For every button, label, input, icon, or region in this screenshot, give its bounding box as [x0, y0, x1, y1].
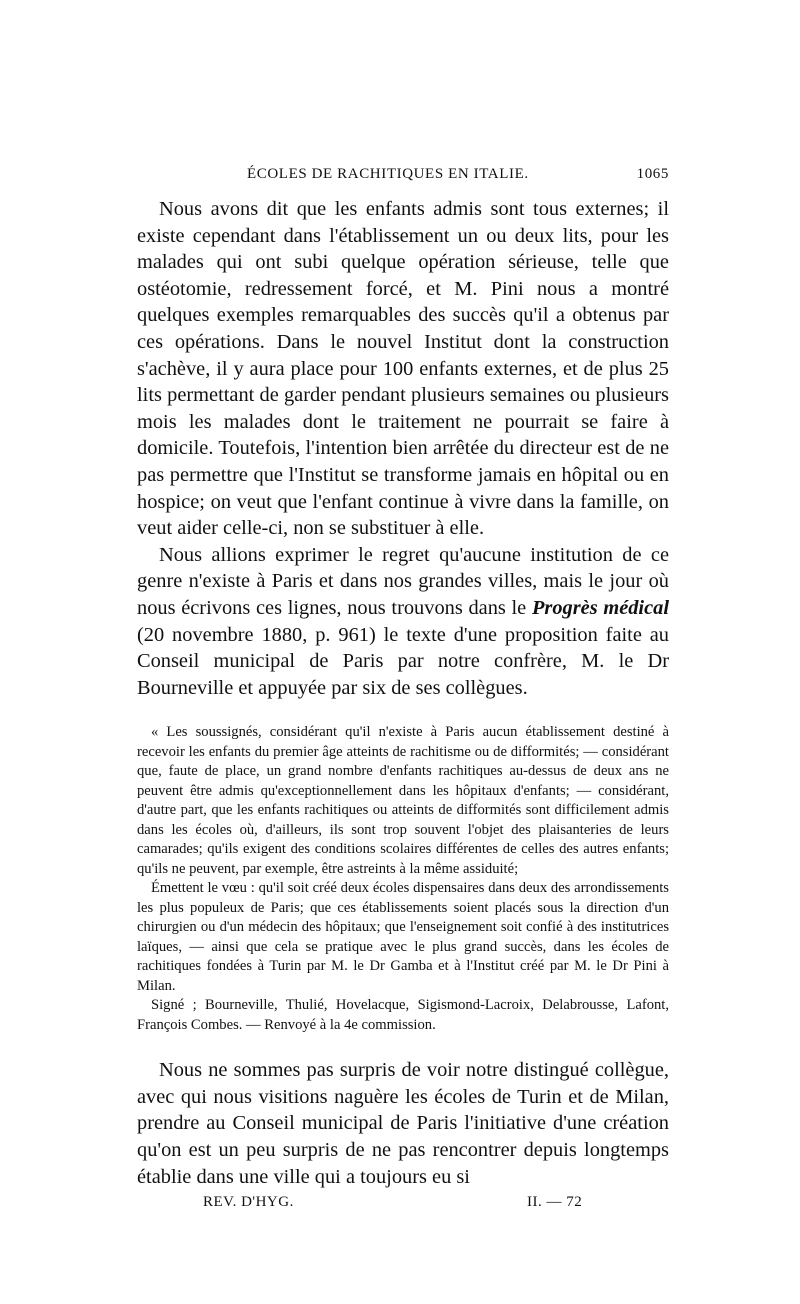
proposal-quote — [137, 723, 669, 1035]
journal-signature: REV. D'HYG. — [203, 1194, 294, 1211]
running-head — [137, 160, 669, 190]
paragraph-2-end: (20 novembre 1880, p. 961) le texte d'une proposition faite au Conseil municipal de Paris par notre confrère, M. le Dr Bourneville et appuyée par six de ses collègues. — [137, 623, 669, 699]
sheet-signature: II. — 72 — [527, 1194, 583, 1211]
paragraph-2-start: Nous allions exprimer le regret qu'aucune institution de ce genre n'existe à Paris et dans nos grandes villes, mais le jour où nous écrivons ces lignes, nous trouvons dans le — [137, 543, 669, 619]
paragraph-3: Nous ne sommes pas surpris de voir notre distingué collègue, avec qui nous visitions naguère les écoles de Turin et de Milan, prendre au Conseil municipal de Paris l'initiative d'une création qu'on est un peu surpris de ne pas rencontrer depuis longtemps établie dans une ville qui a toujours eu si — [137, 1059, 669, 1188]
page-number: 1065 — [636, 166, 669, 182]
book-page — [137, 160, 669, 1214]
quote-signatories: Signé ; Bourneville, Thulié, Hovelacque, Sigismond-Lacroix, Delabrousse, Lafont, François Combes. — Renvoyé à la 4e commission. — [137, 997, 669, 1033]
paragraph-1: Nous avons dit que les enfants admis sont tous externes; il existe cependant dans l'établissement un ou deux lits, pour les malades qui ont subi quelque opération sérieuse, telle que ostéotomie, redressement forcé, et M. Pini nous a montré quelques exemples remarquables des succès qu'il a obtenus par ces opérations. Dans le nouvel Institut dont la construction s'achève, il y aura place pour 100 enfants externes, et de plus 25 lits permettant de garder pendant plusieurs semaines ou plusieurs mois les malades dont le traitement ne pourrait se faire à domicile. Toutefois, l'intention bien arrêtée du directeur est de ne pas permettre que l'Institut se transforme jamais en hôpital ou en hospice; on veut que l'enfant continue à vivre dans la famille, on veut aider celle-ci, non se substituer à elle. — [137, 198, 669, 540]
signature-line — [137, 1190, 669, 1214]
quote-considerations: « Les soussignés, considérant qu'il n'existe à Paris aucun établissement destiné à recevoir les enfants du premier âge atteints de rachitisme ou de difformités; — considérant que, faute de place, un grand nombre d'enfants rachitiques au-dessus de deux ans ne peuvent être admis qu'exceptionnellement dans les hôpitaux d'enfants; — considérant, d'autre part, que les enfants rachitiques ou atteints de difformités sont difficilement admis dans les écoles où, d'ailleurs, ils sont trop souvent l'objet des plaisanteries de leurs camarades; qu'ils exigent des conditions scolaires différentes de celles des autres enfants; qu'ils ne peuvent, par exemple, être astreints à la même assiduité; — [137, 724, 669, 877]
journal-title: Progrès médical — [531, 596, 670, 619]
closing-text — [137, 1057, 669, 1190]
quote-wish: Émettent le vœu : qu'il soit créé deux écoles dispensaires dans deux des arrondissements les plus populeux de Paris; que ces établissements soient placés sous la direction d'un chirurgien ou d'un médecin des hôpitaux; que l'enseignement soit confié à des institutrices laïques, — ainsi que cela se pratique avec le plus grand succès, dans les écoles de rachitiques fondées à Turin par M. le Dr Gamba et à l'Institut créé par M. le Dr Pini à Milan. — [137, 880, 669, 994]
running-title: ÉCOLES DE RACHITIQUES EN ITALIE. — [247, 166, 529, 182]
main-text — [137, 196, 669, 701]
paragraph-2 — [137, 542, 669, 702]
